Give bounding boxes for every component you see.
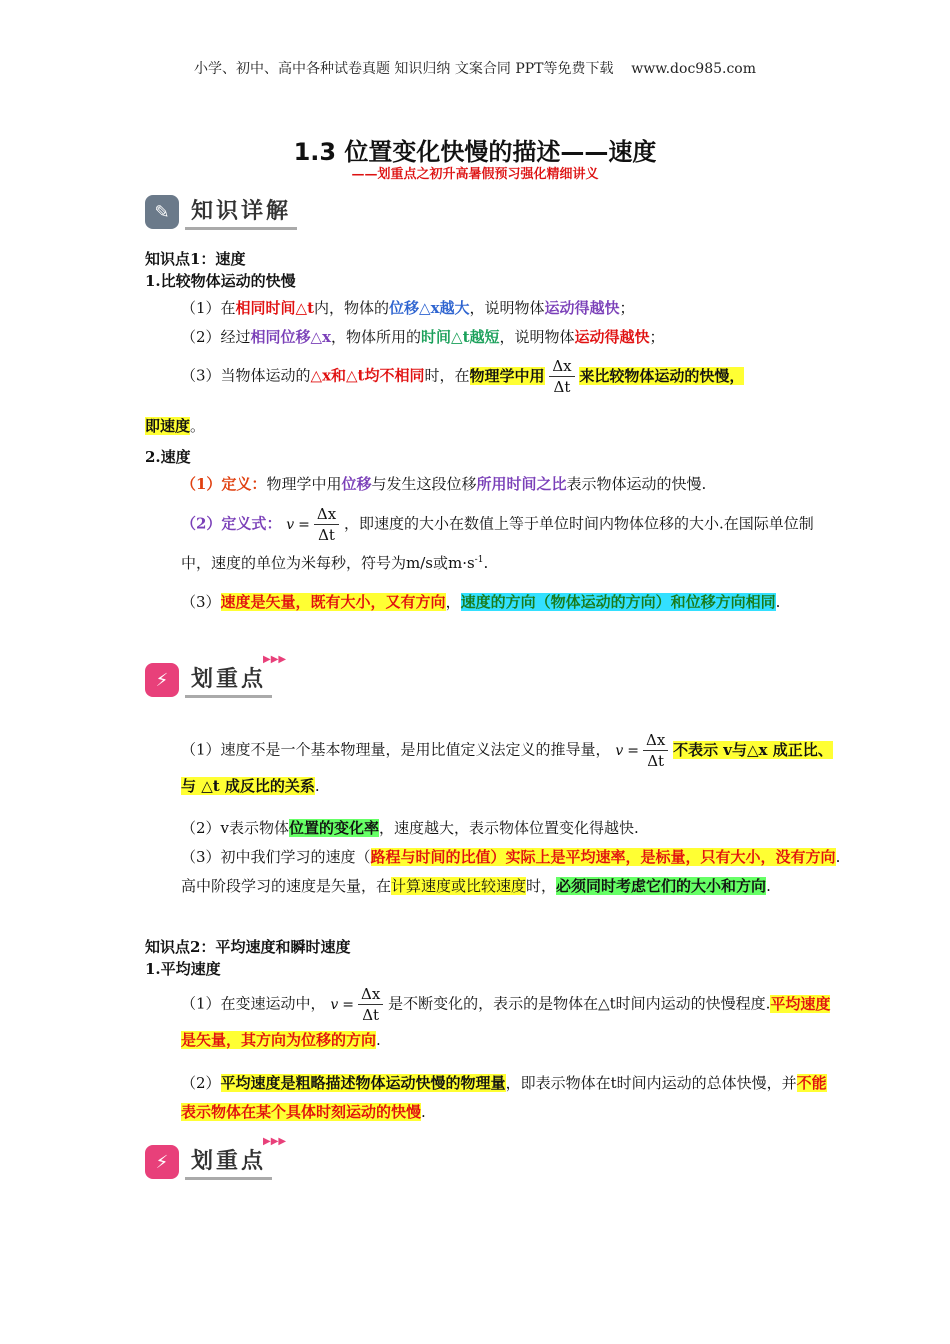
k1-d3	[145, 588, 841, 617]
text: （2）	[181, 1074, 221, 1092]
text: ，物体所用的	[331, 328, 422, 346]
denominator: Δt	[647, 752, 665, 770]
equals: =	[298, 516, 310, 533]
k1-p1	[145, 294, 841, 323]
velocity-formula	[286, 504, 339, 545]
text: ；	[649, 328, 665, 346]
equals: =	[342, 996, 354, 1013]
key-points-banner-label: 划重点	[185, 662, 272, 698]
text: （3）	[181, 593, 221, 611]
k1-d2	[145, 504, 841, 578]
text: 物理学中用	[266, 475, 342, 493]
text: 所用时间之比	[476, 475, 567, 493]
k1-s2-heading: 2.速度	[145, 448, 191, 466]
numerator: Δx	[358, 984, 383, 1005]
key1-p1	[145, 730, 841, 801]
numerator: Δx	[549, 356, 574, 377]
text: 速度是矢量，既有大小，又有方向	[220, 593, 446, 611]
text: （1）速度不是一个基本物理量，是用比值定义法定义的推导量，	[181, 740, 611, 759]
v: v	[330, 996, 339, 1013]
v: v	[286, 516, 295, 533]
text: 。	[190, 417, 206, 435]
text: 物理学中用	[469, 366, 545, 385]
text: 平均速度是粗略描述物体运动快慢的物理量	[220, 1074, 506, 1092]
key1-p2	[145, 814, 841, 843]
key1-p3	[145, 843, 841, 901]
text: .	[775, 593, 781, 611]
knowledge-banner-label: 知识详解	[185, 194, 297, 230]
page-title: 1.3 位置变化快慢的描述——速度	[293, 138, 657, 166]
text: （1）定义：	[181, 475, 267, 493]
text: 位移	[341, 475, 372, 493]
text: 计算速度或比较速度	[391, 877, 527, 895]
text: 平均速度是矢量，其方向为位移的方向	[181, 994, 831, 1049]
text: （3）初中我们学习的速度（	[181, 848, 371, 866]
velocity-formula	[330, 984, 383, 1025]
numerator: Δx	[643, 730, 668, 751]
superscript: -1	[474, 555, 484, 565]
text: .	[376, 1031, 381, 1049]
equals: =	[627, 742, 639, 759]
text: .	[314, 777, 320, 795]
denominator: Δt	[553, 378, 571, 396]
fraction-dx-dt	[549, 356, 574, 397]
text: ，	[445, 593, 461, 611]
text: 是不断变化的，表示的是物体在△t时间内运动的快慢程度.	[388, 994, 771, 1013]
text: 表示物体运动的快慢.	[566, 475, 707, 493]
text: .	[483, 554, 489, 572]
text: ，即速度的大小在数值上等于单位时间内物体位移的大小.在国际单位制中，速度的单位为米每秒，符号为m/s或m·s	[181, 514, 814, 572]
text: ；	[619, 299, 635, 317]
triangle-arrows-icon: ▶▶▶	[263, 1136, 287, 1147]
text: 不能表示物体在某个具体时刻运动的快慢	[181, 1074, 827, 1121]
triangle-arrows-icon: ▶▶▶	[263, 654, 287, 665]
text: .	[766, 877, 771, 895]
key-points-banner-label: 划重点	[185, 1144, 272, 1180]
text: 相同时间△t	[235, 299, 315, 317]
pencil-icon: ✎	[145, 195, 179, 229]
k1-p3-cont	[145, 412, 805, 441]
text: 不表示 v与△x 成正比、与 △t 成反比的关系	[181, 740, 833, 795]
text: ，速度越大，表示物体位置变化得越快.	[379, 819, 639, 837]
text: 位移△x越大	[389, 299, 470, 317]
numerator: Δx	[314, 504, 339, 525]
text: 必须同时考虑它们的大小和方向	[556, 877, 767, 895]
text: ，即表示物体在t时间内运动的总体快慢，并	[505, 1074, 797, 1092]
k2-heading: 知识点2：平均速度和瞬时速度	[145, 938, 351, 956]
text: 来比较物体运动的快慢，	[579, 366, 745, 385]
key-points-banner-2	[145, 1136, 287, 1182]
fraction	[643, 730, 668, 771]
v: v	[615, 742, 624, 759]
fraction	[358, 984, 383, 1025]
knowledge-banner	[145, 192, 297, 232]
fraction	[314, 504, 339, 545]
text: 运动得越快	[544, 299, 620, 317]
text: 运动得越快	[574, 328, 650, 346]
denominator: Δt	[362, 1006, 380, 1024]
text: 与发生这段位移	[371, 475, 477, 493]
text: （2）v表示物体	[181, 819, 290, 837]
text: （2）经过	[181, 328, 251, 346]
battery-icon: ⚡	[145, 1145, 179, 1179]
text: 位置的变化率	[289, 819, 380, 837]
text: （2）定义式：	[181, 514, 282, 533]
site-header: 小学、初中、高中各种试卷真题 知识归纳 文案合同 PPT等免费下载 www.doc985.com	[193, 61, 756, 77]
text: △x和△t均不相同	[310, 366, 425, 385]
text: ，说明物体	[469, 299, 545, 317]
text: .	[421, 1103, 426, 1121]
velocity-formula	[615, 730, 668, 771]
text: 时间△t越短	[421, 328, 500, 346]
k1-p2	[145, 323, 841, 352]
text: 路程与时间的比值）实际上是平均速率，是标量，只有大小，没有方向	[370, 848, 836, 866]
k1-p3	[145, 356, 841, 397]
k2-s1-heading: 1.平均速度	[145, 960, 221, 978]
text: 即速度	[145, 417, 191, 435]
text: ，说明物体	[499, 328, 575, 346]
text: 时，在	[424, 366, 470, 385]
text: 速度的方向（物体运动的方向）和位移方向相同	[460, 593, 776, 611]
k1-s1-heading: 1.比较物体运动的快慢	[145, 272, 296, 290]
text: 时，	[526, 877, 557, 895]
key-points-banner	[145, 654, 287, 700]
page-subtitle: ——划重点之初升高暑假预习强化精细讲义	[351, 167, 599, 182]
text: （1）在	[181, 299, 236, 317]
text: .高中阶段学习的速度是矢量，在	[181, 848, 841, 895]
text: 内，物体的	[314, 299, 390, 317]
k1-heading: 知识点1：速度	[145, 250, 246, 268]
k2-p2	[145, 1069, 841, 1127]
denominator: Δt	[318, 526, 335, 544]
text: 相同位移△x	[250, 328, 332, 346]
text: （3）当物体运动的	[181, 366, 311, 385]
text: （1）在变速运动中，	[181, 994, 326, 1013]
battery-icon: ⚡	[145, 663, 179, 697]
k2-p1	[145, 984, 841, 1055]
k1-d1	[145, 470, 841, 499]
